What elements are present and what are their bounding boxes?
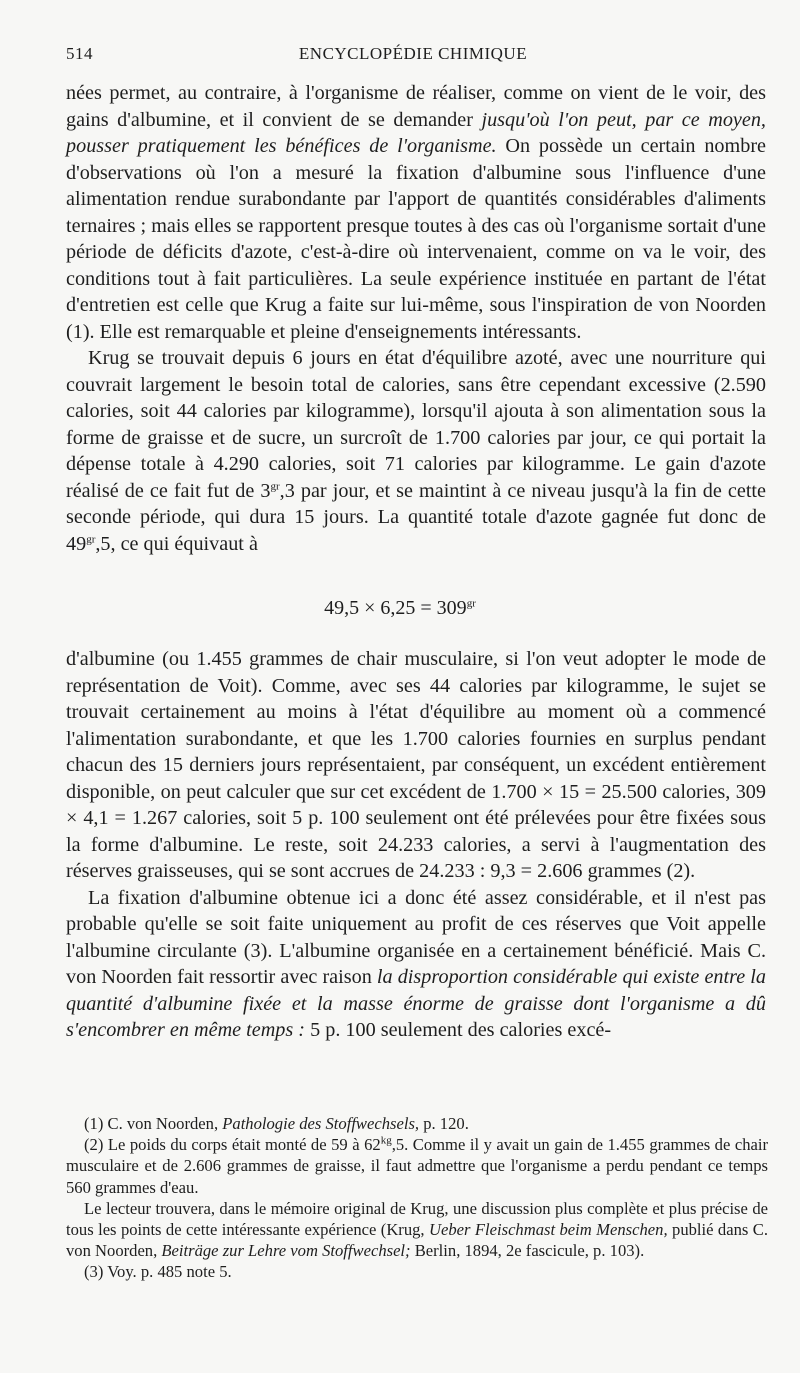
paragraph-1: nées permet, au contraire, à l'organisme de réaliser, comme on vient de le voir, des gains d'albumine, et il convient de se demander jusqu'où l'on peut, par ce moyen, pousser pratiquement les bénéfices de l'organisme. On possède un certain nombre d'observations où l'on a mesuré la fixation d'albumine sous l'influence d'une alimentation rendue surabondante par l'apport de quantités considérables d'aliments ternaires ; mais elles se rapportent presque toutes à des cas où l'organisme sortait d'une période de déficits d'azote, c'est-à-dire où intervenaient, comme on va le voir, des conditions tout à fait particulières. La seule expérience instituée en partant de l'état d'entretien est celle que Krug a faite sur lui-même, sous l'inspiration de von Noorden (1). Elle est remarquable et pleine d'enseignements intéressants. — [66, 82, 767, 343]
footnote-3: (3) Voy. p. 485 note 5. — [84, 1262, 232, 1282]
footnote-2-continued: Le lecteur trouvera, dans le mémoire original de Krug, une discussion plus complète et plus précise de tous les points de cette intéressante expérience (Krug, Ueber Fleischmast beim Menschen, publié dans C. von Noorden, Beiträge zur Lehre vom Stoffwechsel; Berlin, 1894, 2e fascicule, p. 103). — [66, 1198, 768, 1261]
footnote-2: (2) Le poids du corps était monté de 59 à $62^{kg},5$. Comme il y avait un gain de 1.455 grammes de chair musculaire et de 2.606 grammes de graisse, il faut admettre que l'organisme a perdu pendant ce temps 560 grammes d'eau. — [66, 1134, 768, 1197]
main-text-top — [66, 80, 766, 557]
page-header — [66, 44, 760, 68]
page-number: 514 — [66, 44, 93, 63]
equation: $49,5 \times 6,25 = 309^{gr}$ — [324, 597, 476, 619]
main-text-bottom — [66, 646, 766, 1044]
footnotes — [66, 1113, 768, 1283]
footnote-1: (1) C. von Noorden, Pathologie des Stoffwechsels, p. 120. — [84, 1114, 469, 1133]
paragraph-4: La fixation d'albumine obtenue ici a donc été assez considérable, et il n'est pas probable qu'elle se soit faite uniquement au profit de ces réserves que Voit appelle l'albumine circulante (3). L'albumine organisée en a certainement bénéficié. Mais C. von Noorden fait ressortir avec raison la disproportion considérable qui existe entre la quantité d'albumine fixée et la masse énorme de graisse dont l'organisme a dû s'encombrer en même temps : 5 p. 100 seulement des calories excé- — [66, 886, 766, 1041]
running-title: ENCYCLOPÉDIE CHIMIQUE — [298, 44, 528, 63]
paragraph-2: Krug se trouvait depuis 6 jours en état d'équilibre azoté, avec une nourriture qui couvrait largement le besoin total de calories, sans être cependant excessive (2.590 calories, soit 44 calories par kilogramme), lorsqu'il ajouta à son alimentation sous la forme de graisse et de sucre, un surcroît de 1.700 calories par jour, ce qui portait la dépense totale à 4.290 calories, soit 71 calories par kilogramme. Le gain d'azote réalisé de ce fait fut de $3^{gr},3$ par jour, et se maintint à ce niveau jusqu'à la fin de cette seconde période, qui dura 15 jours. La quantité totale d'azote gagnée fut donc de $49^{gr},5$, ce qui équivaut à — [66, 347, 766, 555]
paragraph-3: d'albumine (ou 1.455 grammes de chair musculaire, si l'on veut adopter le mode de représentation de Voit). Comme, avec ses 44 calories par kilogramme, le sujet se trouvait certainement au moins à l'état d'équilibre au moment où a commencé l'alimentation surabondante, et que les 1.700 calories fournies en surplus pendant chacun des 15 derniers jours représentaient, par conséquent, un excédent entièrement disponible, on peut calculer que sur cet excédent de 1.700 × 15 = 25.500 calories, 309 × 4,1 = 1.267 calories, soit 5 p. 100 seulement ont été prélevées pour être fixées sous la forme d'albumine. Le reste, soit 24.233 calories, a servi à l'augmentation des réserves graisseuses, qui se sont accrues de 24.233 : 9,3 = 2.606 grammes (2). — [66, 648, 766, 882]
